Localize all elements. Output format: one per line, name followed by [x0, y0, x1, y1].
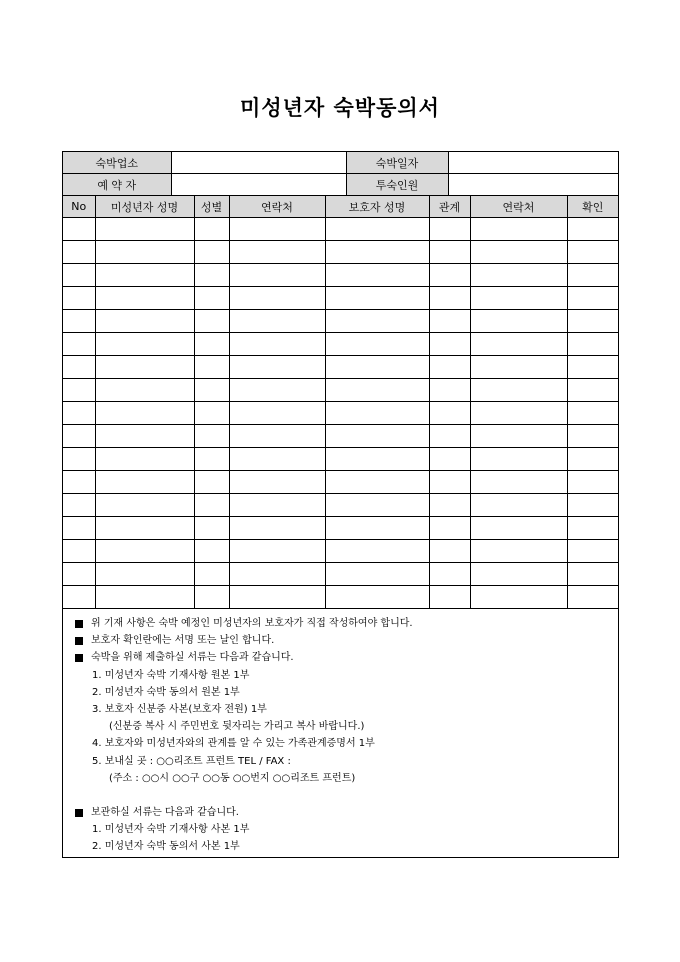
table-cell[interactable] [325, 356, 429, 379]
table-cell[interactable] [470, 540, 567, 563]
table-cell[interactable] [429, 563, 470, 586]
table-cell[interactable] [95, 402, 194, 425]
table-cell[interactable] [95, 586, 194, 609]
table-row [63, 379, 618, 402]
date-label: 숙박일자 [346, 152, 448, 174]
table-cell[interactable] [429, 402, 470, 425]
table-cell[interactable] [63, 540, 95, 563]
table-cell[interactable] [325, 563, 429, 586]
booking-info-table [63, 152, 618, 196]
table-cell[interactable] [194, 310, 229, 333]
table-cell[interactable] [63, 471, 95, 494]
note-item [75, 649, 618, 666]
guests-label: 투숙인원 [346, 174, 448, 196]
table-row [63, 517, 618, 540]
column-header: No [63, 196, 95, 218]
table-cell[interactable] [194, 218, 229, 241]
table-cell[interactable] [470, 471, 567, 494]
instructions [63, 609, 618, 856]
table-cell[interactable] [429, 517, 470, 540]
table-cell[interactable] [470, 287, 567, 310]
table-cell[interactable] [429, 494, 470, 517]
column-header: 미성년자 성명 [95, 196, 194, 218]
table-cell[interactable] [429, 310, 470, 333]
table-cell[interactable] [194, 586, 229, 609]
note-item [75, 632, 618, 649]
list-item-note: (주소 : ○○시 ○○구 ○○동 ○○번지 ○○리조트 프런트) [109, 772, 356, 784]
list-item-note: (신분증 복사 시 주민번호 뒷자리는 가리고 복사 바랍니다.) [109, 721, 365, 733]
table-cell[interactable] [95, 425, 194, 448]
table-row [63, 264, 618, 287]
list-item: 5. 보내실 곳 : ○○리조트 프런트 TEL / FAX : [92, 755, 291, 767]
table-cell[interactable] [325, 540, 429, 563]
table-cell[interactable] [95, 448, 194, 471]
table-cell[interactable] [95, 333, 194, 356]
table-cell[interactable] [470, 494, 567, 517]
table-row [63, 287, 618, 310]
table-cell[interactable] [470, 425, 567, 448]
table-cell[interactable] [567, 333, 618, 356]
table-cell[interactable] [567, 471, 618, 494]
column-header: 연락처 [229, 196, 325, 218]
table-cell[interactable] [63, 563, 95, 586]
table-cell[interactable] [429, 333, 470, 356]
note-item [75, 615, 618, 632]
table-cell[interactable] [95, 471, 194, 494]
table-cell[interactable] [95, 540, 194, 563]
note-item [75, 804, 618, 821]
table-cell[interactable] [325, 310, 429, 333]
table-cell[interactable] [95, 563, 194, 586]
list-item: 2. 미성년자 숙박 동의서 원본 1부 [92, 686, 240, 698]
table-cell[interactable] [63, 310, 95, 333]
table-cell[interactable] [429, 448, 470, 471]
table-cell[interactable] [567, 379, 618, 402]
table-cell[interactable] [325, 379, 429, 402]
table-cell[interactable] [63, 287, 95, 310]
table-cell[interactable] [95, 310, 194, 333]
table-cell[interactable] [470, 448, 567, 471]
list-item: 3. 보호자 신분증 사본(보호자 전원) 1부 [92, 704, 267, 716]
table-cell[interactable] [63, 218, 95, 241]
table-cell[interactable] [470, 310, 567, 333]
column-header: 연락처 [470, 196, 567, 218]
note-text: 보관하실 서류는 다음과 같습니다. [91, 807, 239, 819]
table-cell[interactable] [95, 287, 194, 310]
table-row [63, 540, 618, 563]
table-cell[interactable] [567, 287, 618, 310]
table-cell[interactable] [229, 356, 325, 379]
reserver-label: 예 약 자 [63, 174, 171, 196]
table-cell[interactable] [325, 448, 429, 471]
document-title: 미성년자 숙박동의서 [240, 96, 440, 120]
column-header: 관계 [429, 196, 470, 218]
table-cell[interactable] [567, 218, 618, 241]
table-cell[interactable] [95, 241, 194, 264]
table-cell[interactable] [194, 471, 229, 494]
table-cell[interactable] [95, 218, 194, 241]
table-row [63, 586, 618, 609]
table-cell[interactable] [95, 356, 194, 379]
table-cell[interactable] [229, 241, 325, 264]
table-cell[interactable] [429, 379, 470, 402]
table-body [63, 218, 618, 609]
spacer [75, 787, 618, 804]
table-cell[interactable] [567, 310, 618, 333]
table-cell[interactable] [194, 448, 229, 471]
table-cell[interactable] [194, 540, 229, 563]
note-text: 위 기재 사항은 숙박 예정인 미성년자의 보호자가 직접 작성하여야 합니다. [91, 618, 413, 629]
table-cell[interactable] [229, 402, 325, 425]
date-field[interactable] [448, 152, 618, 174]
table-cell[interactable] [470, 586, 567, 609]
table-cell[interactable] [229, 540, 325, 563]
table-cell[interactable] [63, 494, 95, 517]
table-cell[interactable] [567, 425, 618, 448]
table-cell[interactable] [567, 264, 618, 287]
list-item: 2. 미성년자 숙박 동의서 사본 1부 [92, 841, 240, 853]
table-cell[interactable] [325, 402, 429, 425]
table-cell[interactable] [470, 241, 567, 264]
table-cell[interactable] [194, 333, 229, 356]
column-header: 확인 [567, 196, 618, 218]
table-cell[interactable] [95, 379, 194, 402]
table-cell[interactable] [325, 471, 429, 494]
table-cell[interactable] [63, 241, 95, 264]
table-cell[interactable] [429, 540, 470, 563]
table-cell[interactable] [194, 287, 229, 310]
table-cell[interactable] [325, 218, 429, 241]
minor-guest-table [63, 196, 618, 609]
table-cell[interactable] [429, 586, 470, 609]
table-row [63, 218, 618, 241]
table-cell[interactable] [470, 333, 567, 356]
table-cell[interactable] [229, 471, 325, 494]
table-cell[interactable] [325, 425, 429, 448]
table-cell[interactable] [63, 333, 95, 356]
table-cell[interactable] [325, 586, 429, 609]
table-cell[interactable] [429, 287, 470, 310]
table-cell[interactable] [567, 563, 618, 586]
table-cell[interactable] [229, 586, 325, 609]
list-item: 1. 미성년자 숙박 기재사항 사본 1부 [92, 824, 250, 836]
table-cell[interactable] [429, 218, 470, 241]
table-row [63, 448, 618, 471]
note-text: 보호자 확인란에는 서명 또는 날인 합니다. [91, 635, 275, 647]
table-cell[interactable] [325, 517, 429, 540]
table-row [63, 241, 618, 264]
table-cell[interactable] [63, 379, 95, 402]
table-row [63, 402, 618, 425]
table-cell[interactable] [325, 333, 429, 356]
table-cell[interactable] [229, 448, 325, 471]
list-item: 4. 보호자와 미성년자와의 관계를 알 수 있는 가족관계증명서 1부 [92, 738, 375, 750]
column-header: 보호자 성명 [325, 196, 429, 218]
table-cell[interactable] [470, 218, 567, 241]
guests-field[interactable] [448, 174, 618, 196]
table-cell[interactable] [567, 402, 618, 425]
list-item: 1. 미성년자 숙박 기재사항 원본 1부 [92, 669, 250, 681]
table-cell[interactable] [470, 264, 567, 287]
table-cell[interactable] [567, 448, 618, 471]
table-cell[interactable] [63, 517, 95, 540]
table-cell[interactable] [229, 333, 325, 356]
table-cell[interactable] [567, 494, 618, 517]
table-cell[interactable] [63, 448, 95, 471]
consent-form [62, 151, 619, 858]
table-cell[interactable] [63, 264, 95, 287]
table-cell[interactable] [194, 494, 229, 517]
table-cell[interactable] [194, 402, 229, 425]
table-cell[interactable] [229, 310, 325, 333]
table-cell[interactable] [470, 517, 567, 540]
table-cell[interactable] [325, 264, 429, 287]
table-cell[interactable] [429, 425, 470, 448]
table-cell[interactable] [229, 563, 325, 586]
table-cell[interactable] [63, 356, 95, 379]
table-cell[interactable] [95, 494, 194, 517]
table-cell[interactable] [567, 356, 618, 379]
table-cell[interactable] [229, 218, 325, 241]
table-cell[interactable] [470, 379, 567, 402]
table-cell[interactable] [229, 517, 325, 540]
table-cell[interactable] [194, 563, 229, 586]
table-row [63, 333, 618, 356]
table-cell[interactable] [325, 241, 429, 264]
column-header: 성별 [194, 196, 229, 218]
table-row [63, 425, 618, 448]
table-row [63, 310, 618, 333]
table-cell[interactable] [567, 517, 618, 540]
table-cell[interactable] [429, 264, 470, 287]
table-cell[interactable] [63, 586, 95, 609]
table-cell[interactable] [194, 379, 229, 402]
table-cell[interactable] [325, 287, 429, 310]
table-cell[interactable] [95, 517, 194, 540]
table-cell[interactable] [194, 264, 229, 287]
square-bullet-icon [75, 809, 83, 817]
table-cell[interactable] [325, 494, 429, 517]
table-cell[interactable] [63, 425, 95, 448]
table-cell[interactable] [567, 540, 618, 563]
table-cell[interactable] [194, 517, 229, 540]
table-cell[interactable] [95, 264, 194, 287]
table-row [63, 356, 618, 379]
table-cell[interactable] [194, 425, 229, 448]
table-cell[interactable] [194, 241, 229, 264]
table-cell[interactable] [429, 471, 470, 494]
table-cell[interactable] [63, 402, 95, 425]
table-cell[interactable] [470, 356, 567, 379]
table-row [63, 563, 618, 586]
table-cell[interactable] [567, 586, 618, 609]
square-bullet-icon [75, 654, 83, 662]
table-cell[interactable] [229, 287, 325, 310]
square-bullet-icon [75, 620, 83, 628]
table-cell[interactable] [229, 264, 325, 287]
table-cell[interactable] [470, 563, 567, 586]
table-header-row [63, 196, 618, 218]
square-bullet-icon [75, 637, 83, 645]
note-text: 숙박을 위해 제출하실 서류는 다음과 같습니다. [91, 652, 294, 664]
lodging-field[interactable] [171, 152, 346, 174]
table-cell[interactable] [229, 494, 325, 517]
table-cell[interactable] [567, 241, 618, 264]
table-cell[interactable] [429, 356, 470, 379]
table-row [63, 494, 618, 517]
table-cell[interactable] [429, 241, 470, 264]
table-cell[interactable] [229, 425, 325, 448]
table-row [63, 471, 618, 494]
reserver-field[interactable] [171, 174, 346, 196]
table-cell[interactable] [194, 356, 229, 379]
table-cell[interactable] [470, 402, 567, 425]
table-cell[interactable] [229, 379, 325, 402]
lodging-label: 숙박업소 [63, 152, 171, 174]
